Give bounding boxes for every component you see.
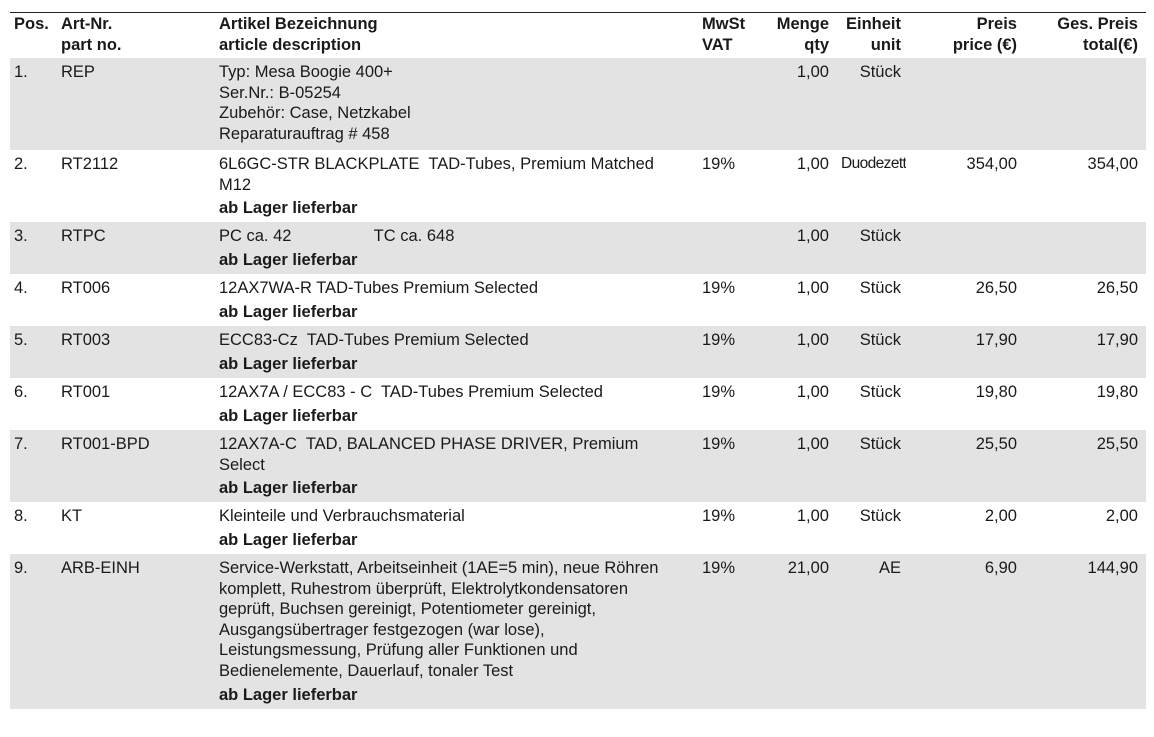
header-description: Artikel Bezeichnung article description	[219, 15, 378, 54]
cell-pos: 5.	[14, 331, 28, 349]
table-row	[10, 274, 1146, 326]
table-row	[10, 326, 1146, 378]
availability-note: ab Lager lieferbar	[219, 530, 358, 549]
cell-part-no: ARB-EINH	[61, 559, 140, 577]
cell-pos: 7.	[14, 435, 28, 453]
cell-price: 17,90	[975, 331, 1017, 349]
cell-qty: 1,00	[796, 63, 829, 81]
cell-pos: 2.	[14, 155, 28, 173]
availability-note: ab Lager lieferbar	[219, 479, 358, 498]
cell-unit: Stück	[859, 63, 901, 81]
cell-unit: Stück	[859, 383, 901, 401]
cell-description	[219, 330, 689, 351]
cell-price: 354,00	[966, 155, 1017, 173]
cell-description	[219, 62, 689, 144]
description-line: 12AX7WA-R TAD-Tubes Premium Selected	[219, 279, 539, 297]
availability-note: ab Lager lieferbar	[219, 199, 358, 218]
description-line: geprüft, Buchsen gereinigt, Potentiometer gereinigt,	[219, 600, 596, 619]
cell-part-no: RT006	[61, 279, 111, 297]
table-row	[10, 502, 1146, 554]
availability-note: ab Lager lieferbar	[219, 406, 358, 425]
cell-qty: 1,00	[796, 279, 829, 297]
cell-total: 25,50	[1096, 435, 1138, 453]
availability-note: ab Lager lieferbar	[219, 685, 358, 704]
description-line: Service-Werkstatt, Arbeitseinheit (1AE=5 min), neue Röhren	[219, 559, 659, 577]
cell-total: 19,80	[1096, 383, 1138, 401]
availability-note: ab Lager lieferbar	[219, 354, 358, 373]
description-line: Zubehör: Case, Netzkabel	[219, 104, 411, 123]
cell-vat: 19%	[702, 155, 736, 173]
cell-part-no: RT003	[61, 331, 111, 349]
cell-price: 19,80	[975, 383, 1017, 401]
cell-description	[219, 154, 689, 195]
cell-unit: Stück	[859, 435, 901, 453]
description-line: Bedienelemente, Dauerlauf, tonaler Test	[219, 661, 514, 680]
cell-part-no: KT	[61, 507, 83, 525]
table-row	[10, 378, 1146, 430]
cell-qty: 1,00	[796, 507, 829, 525]
table-header	[10, 14, 1146, 58]
cell-qty: 1,00	[796, 227, 829, 245]
cell-unit: Stück	[859, 331, 901, 349]
cell-unit: AE	[878, 559, 901, 577]
header-qty: Menge qty	[776, 15, 829, 54]
cell-unit: Duodezett	[841, 155, 906, 172]
cell-description	[219, 278, 689, 299]
cell-part-no: RT001-BPD	[61, 435, 150, 453]
description-line: Typ: Mesa Boogie 400+	[219, 63, 393, 81]
description-line: Ser.Nr.: B-05254	[219, 83, 341, 102]
description-line: Reparaturauftrag # 458	[219, 124, 390, 143]
cell-qty: 1,00	[796, 155, 829, 173]
cell-pos: 1.	[14, 63, 28, 81]
cell-vat: 19%	[702, 559, 736, 577]
cell-part-no: RT2112	[61, 155, 119, 173]
cell-price: 2,00	[984, 507, 1017, 525]
cell-part-no: REP	[61, 63, 95, 81]
cell-vat: 19%	[702, 507, 736, 525]
header-total: Ges. Preis total(€)	[1057, 15, 1138, 54]
description-line: 12AX7A-C TAD, BALANCED PHASE DRIVER, Premium	[219, 435, 639, 453]
description-line: komplett, Ruhestrom überprüft, Elektrolytkondensatoren	[219, 579, 629, 598]
table-row	[10, 58, 1146, 150]
table-row	[10, 222, 1146, 274]
availability-note: ab Lager lieferbar	[219, 250, 358, 269]
cell-unit: Stück	[859, 279, 901, 297]
cell-description	[219, 382, 689, 403]
description-line: Select	[219, 455, 265, 474]
description-line: ECC83-Cz TAD-Tubes Premium Selected	[219, 331, 529, 349]
description-line: Kleinteile und Verbrauchsmaterial	[219, 507, 465, 525]
cell-total: 354,00	[1087, 155, 1138, 173]
cell-vat: 19%	[702, 435, 736, 453]
header-vat: MwSt VAT	[702, 15, 746, 54]
table-row	[10, 150, 1146, 222]
cell-vat: 19%	[702, 279, 736, 297]
cell-part-no: RTPC	[61, 227, 106, 245]
cell-price: 25,50	[975, 435, 1017, 453]
cell-unit: Stück	[859, 227, 901, 245]
cell-price: 6,90	[984, 559, 1017, 577]
cell-qty: 1,00	[796, 383, 829, 401]
cell-pos: 4.	[14, 279, 28, 297]
cell-pos: 8.	[14, 507, 28, 525]
cell-description	[219, 506, 689, 527]
cell-pos: 6.	[14, 383, 28, 401]
cell-qty: 21,00	[787, 559, 829, 577]
description-line: M12	[219, 175, 252, 194]
cell-pos: 9.	[14, 559, 28, 577]
availability-note: ab Lager lieferbar	[219, 302, 358, 321]
description-line: Leistungsmessung, Prüfung aller Funktionen und	[219, 641, 578, 660]
header-part-no: Art-Nr. part no.	[61, 15, 122, 54]
cell-total: 2,00	[1105, 507, 1138, 525]
header-price: Preis price (€)	[952, 15, 1017, 54]
cell-vat: 19%	[702, 383, 736, 401]
cell-part-no: RT001	[61, 383, 111, 401]
table-row	[10, 554, 1146, 709]
table-row	[10, 430, 1146, 502]
cell-vat: 19%	[702, 331, 736, 349]
cell-description	[219, 558, 689, 682]
header-pos: Pos.	[14, 15, 49, 33]
description-line: Ausgangsübertrager festgezogen (war lose),	[219, 620, 545, 639]
cell-unit: Stück	[859, 507, 901, 525]
cell-total: 17,90	[1096, 331, 1138, 349]
cell-qty: 1,00	[796, 435, 829, 453]
cell-total: 26,50	[1096, 279, 1138, 297]
cell-pos: 3.	[14, 227, 28, 245]
table-top-rule	[10, 12, 1146, 13]
description-line: PC ca. 42 TC ca. 648	[219, 227, 455, 245]
description-line: 6L6GC-STR BLACKPLATE TAD-Tubes, Premium Matched	[219, 155, 654, 173]
cell-total: 144,90	[1087, 559, 1138, 577]
description-line: 12AX7A / ECC83 - C TAD-Tubes Premium Selected	[219, 383, 603, 401]
header-unit: Einheit unit	[845, 15, 901, 54]
cell-price: 26,50	[975, 279, 1017, 297]
cell-description	[219, 226, 689, 247]
cell-qty: 1,00	[796, 331, 829, 349]
cell-description	[219, 434, 689, 475]
